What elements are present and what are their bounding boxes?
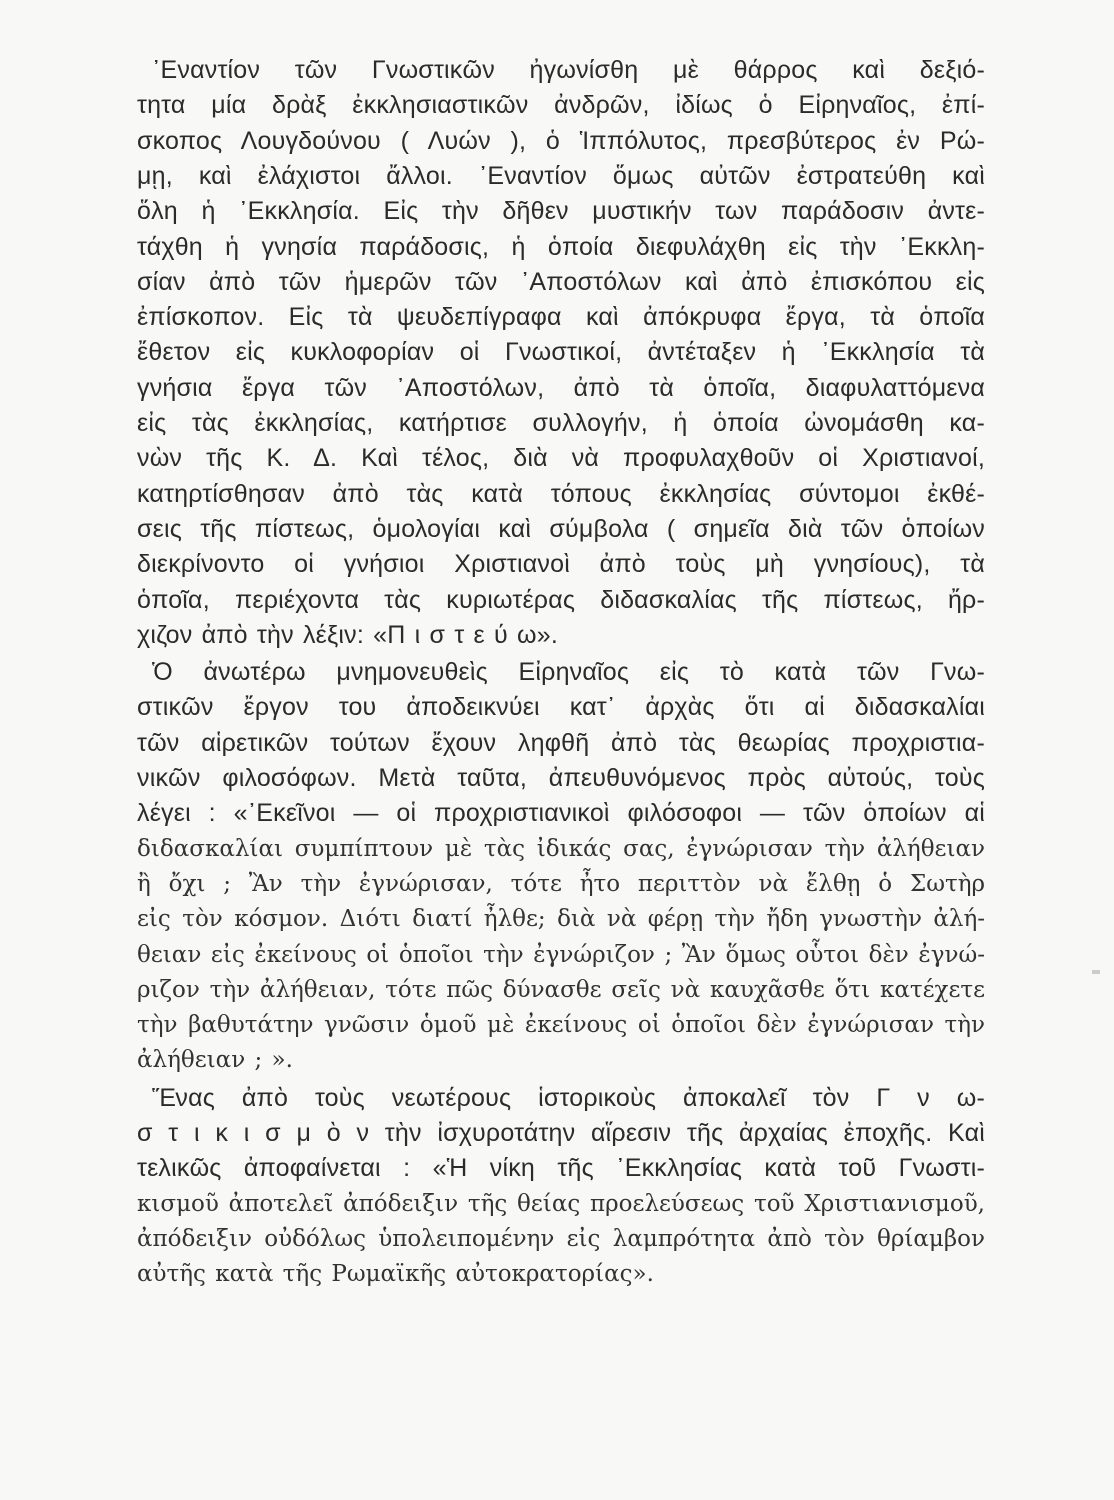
text-line: διδασκαλίαι συμπίπτουν μὲ τὰς ἰδικάς σας, ἐγνώρισαν τὴν ἀλήθειαν <box>137 835 985 862</box>
text-line: σεις τῆς πίστεως, ὁμολογίαι καὶ σύμβολα ( σημεῖα διὰ τῶν ὁποίων <box>137 514 985 543</box>
text-line: ριζον τὴν ἀλήθειαν, τότε πῶς δύνασθε σεῖς νὰ καυχᾶσθε ὅτι κατέχετε <box>137 976 985 1003</box>
text-line: ἀλήθειαν ; ». <box>137 1047 293 1074</box>
paragraph-first-line: Ὁ ἀνωτέρω μνημονευθεὶς Εἰρηναῖος εἰς τὸ κατὰ τῶν Γνω- <box>152 658 985 687</box>
text-line: ἢ ὄχι ; Ἂν τὴν ἐγνώρισαν, τότε ἦτο περιττὸν νὰ ἔλθῃ ὁ Σωτὴρ <box>137 870 985 897</box>
text-line: ἔθετον εἰς κυκλοφορίαν οἱ Γνωστικοί, ἀντέταξεν ἡ ᾿Εκκλησία τὰ <box>137 338 985 367</box>
text-line: κισμοῦ ἀποτελεῖ ἀπόδειξιν τῆς θείας προελεύσεως τοῦ Χριστιανισμοῦ, <box>137 1190 985 1217</box>
text-line: θειαν εἰς ἐκείνους οἱ ὁποῖοι τὴν ἐγνώριζον ; Ἂν ὅμως οὗτοι δὲν ἐγνώ- <box>137 941 985 968</box>
text-line: εἰς τὸν κόσμον. Διότι διατί ἦλθε; διὰ νὰ φέρῃ τὴν ἤδη γνωστὴν ἀλή- <box>137 906 985 933</box>
text-line: σκοπος Λουγδούνου ( Λυών ), ὁ Ἱππόλυτος, πρεσβύτερος ἐν Ρώ- <box>137 126 985 155</box>
text-line: ἐπίσκοπον. Εἰς τὰ ψευδεπίγραφα καὶ ἀπόκρυφα ἔργα, τὰ ὁποῖα <box>137 303 985 332</box>
text-line: μῃ, καὶ ἐλάχιστοι ἄλλοι. ᾿Εναντίον ὅμως αὐτῶν ἐστρατεύθη καὶ <box>137 161 985 190</box>
text-line: νικῶν φιλοσόφων. Μετὰ ταῦτα, ἀπευθυνόμενος πρὸς αὐτούς, τοὺς <box>137 764 985 792</box>
text-line: τάχθη ἡ γνησία παράδοσις, ἡ ὁποία διεφυλάχθη εἰς τὴν ᾿Εκκλη- <box>137 232 985 261</box>
text-line: διεκρίνοντο οἱ γνήσιοι Χριστιανοὶ ἀπὸ τοὺς μὴ γνησίους), τὰ <box>137 550 985 579</box>
text-line: τὴν βαθυτάτην γνῶσιν ὁμοῦ μὲ ἐκείνους οἱ ὁποῖοι δὲν ἐγνώρισαν τὴν <box>137 1012 985 1039</box>
text-line: σ τ ι κ ι σ μ ὸ ν τὴν ἰσχυροτάτην αἵρεσιν τῆς ἀρχαίας ἐποχῆς. Καὶ <box>137 1119 985 1147</box>
text-line: γνήσια ἔργα τῶν ᾿Αποστόλων, ἀπὸ τὰ ὁποῖα, διαφυλαττόμενα <box>137 373 985 402</box>
text-line: ἀπόδειξιν οὐδόλως ὑπολειπομένην εἰς λαμπρότητα ἀπὸ τὸν θρίαμβον <box>137 1225 985 1252</box>
paragraph-first-line: ᾿Εναντίον τῶν Γνωστικῶν ἠγωνίσθη μὲ θάρρος καὶ δεξιό- <box>152 56 985 84</box>
text-line: νὼν τῆς Κ. Δ. Καὶ τέλος, διὰ νὰ προφυλαχθοῦν οἱ Χριστιανοί, <box>137 444 985 473</box>
text-line: στικῶν ἔργον του ἀποδεικνύει κατ᾿ ἀρχὰς ὅτι αἱ διδασκαλίαι <box>137 693 985 722</box>
text-line: λέγει : «᾿Εκεῖνοι — οἱ προχριστιανικοὶ φιλόσοφοι — τῶν ὁποίων αἱ <box>137 799 985 828</box>
text-line: ὅλη ἡ ᾿Εκκλησία. Εἰς τὴν δῆθεν μυστικήν των παράδοσιν ἀντε- <box>137 197 985 226</box>
scan-speck <box>1092 970 1100 974</box>
text-line: αὐτῆς κατὰ τῆς Ρωμαϊκῆς αὐτοκρατορίας». <box>137 1261 654 1288</box>
text-line: σίαν ἀπὸ τῶν ἡμερῶν τῶν ᾿Αποστόλων καὶ ἀπὸ ἐπισκόπου εἰς <box>137 267 985 296</box>
text-line: εἰς τὰς ἐκκλησίας, κατήρτισε συλλογήν, ἡ ὁποία ὠνομάσθη κα- <box>137 409 985 437</box>
text-line: ὁποῖα, περιέχοντα τὰς κυριωτέρας διδασκαλίας τῆς πίστεως, ἤρ- <box>137 585 985 614</box>
text-line: κατηρτίσθησαν ἀπὸ τὰς κατὰ τόπους ἐκκλησίας σύντομοι ἐκθέ- <box>137 479 985 508</box>
text-line: τῶν αἱρετικῶν τούτων ἔχουν ληφθῆ ἀπὸ τὰς θεωρίας προχριστια- <box>137 728 985 757</box>
text-line: χιζον ἀπὸ τὴν λέξιν: «Π ι σ τ ε ύ ω». <box>137 620 559 649</box>
paragraph-first-line: Ἕνας ἀπὸ τοὺς νεωτέρους ἱστορικοὺς ἀποκαλεῖ τὸν Γ ν ω- <box>152 1083 985 1112</box>
text-line: τητα μία δρὰξ ἐκκλησιαστικῶν ἀνδρῶν, ἰδίως ὁ Εἰρηναῖος, ἐπί- <box>137 91 985 120</box>
text-line: τελικῶς ἀποφαίνεται : «Ἡ νίκη τῆς ᾿Εκκλησίας κατὰ τοῦ Γνωστι- <box>137 1154 985 1183</box>
